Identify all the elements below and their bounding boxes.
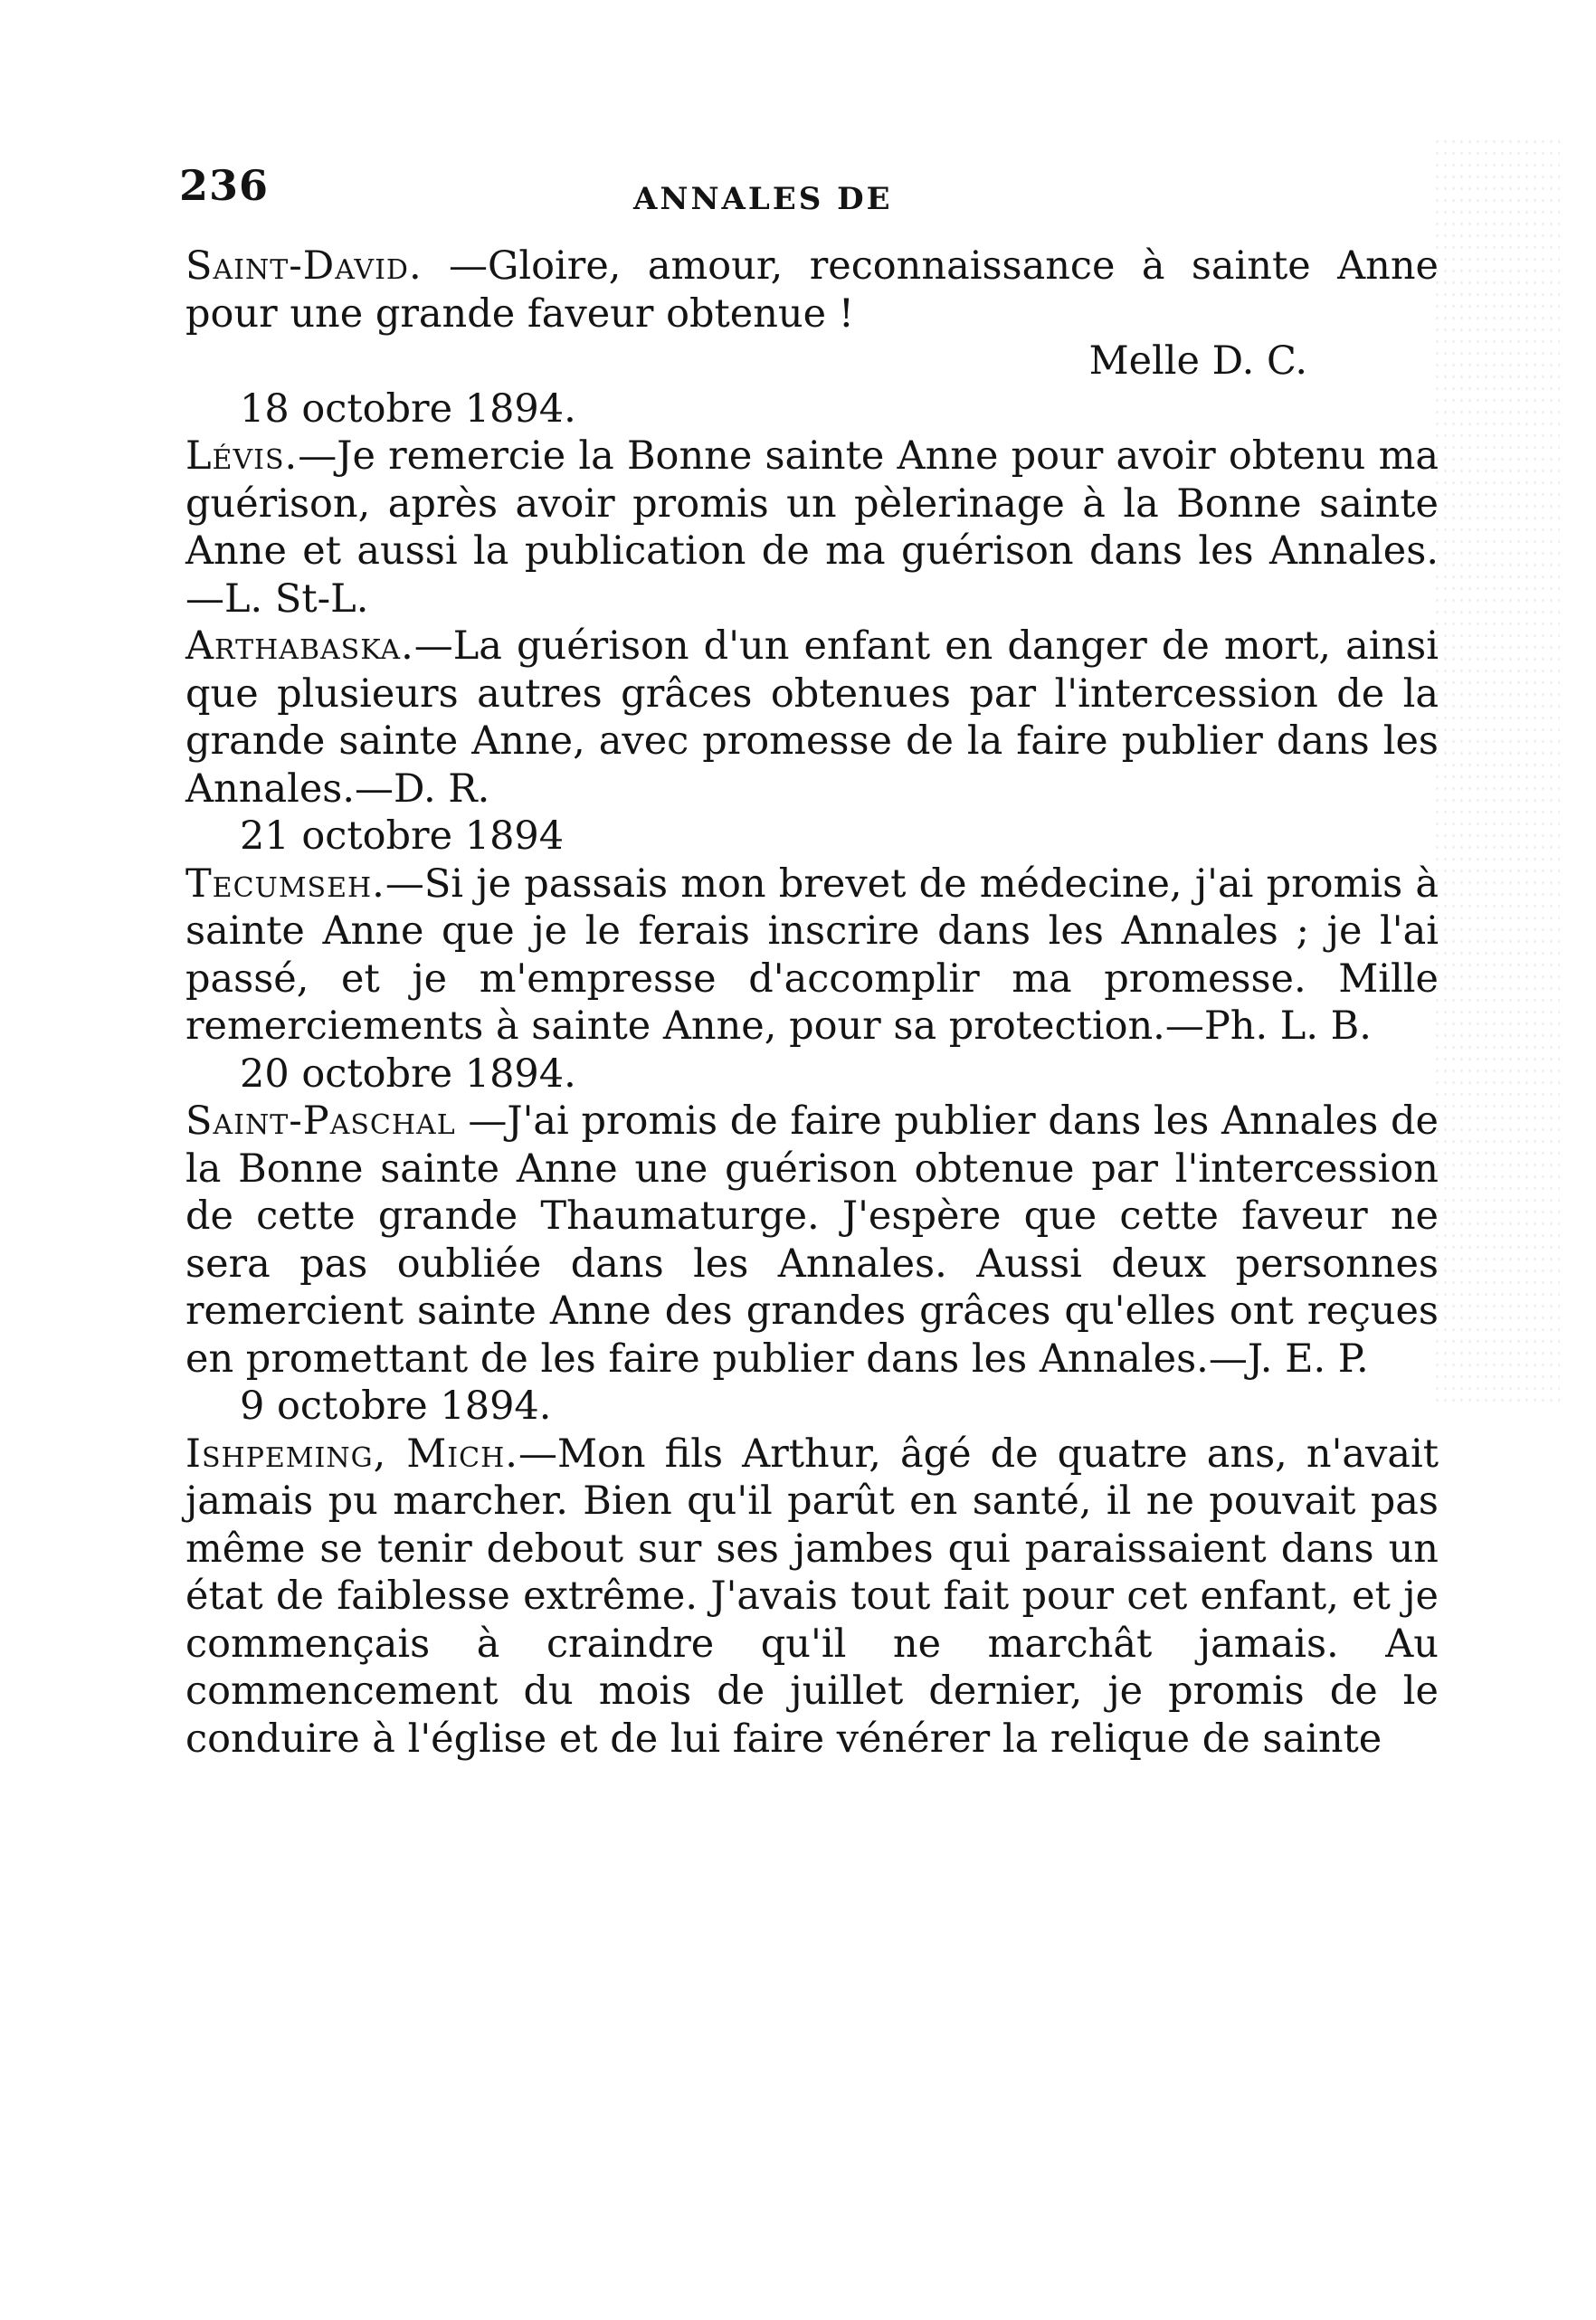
- entry-date: 20 octobre 1894.: [240, 1051, 576, 1097]
- body-text: [185, 242, 1439, 1763]
- entry-place: Tecumseh.: [185, 860, 385, 907]
- entry-place: Lévis.: [185, 433, 299, 479]
- entry-text: —Si je passais mon brevet de médecine, j'ai promis à sainte Anne que je le ferais inscrire dans les Annales ; je l'ai passé, et je m'empresse d'accomplir ma promesse. Mille remerciements à sainte Anne, pour sa protection.—Ph. L. B.: [185, 860, 1439, 1049]
- entry-ishpeming: [185, 1431, 1439, 1764]
- running-title: ANNALES DE: [633, 181, 893, 217]
- entry-text: —J'ai promis de faire publier dans les Annales de la Bonne sainte Anne une guérison obtenue par l'intercession de cette grande Thaumaturge. J'espère que cette faveur ne sera pas oubliée dans les Annales. Aussi deux personnes remercient sainte Anne des grandes grâces qu'elles ont reçues en promettant de les faire publier dans les Annales.—J. E. P.: [185, 1098, 1439, 1382]
- entry-saint-paschal: [185, 1098, 1439, 1383]
- entry-text: —Mon fils Arthur, âgé de quatre ans, n'avait jamais pu marcher. Bien qu'il parût en santé, il ne pouvait pas même se tenir debout sur ses jambes qui paraissaient dans un état de faiblesse extrême. J'avais tout fait pour cet enfant, et je commençais à craindre qu'il ne marchât jamais. Au commencement du mois de juillet dernier, je promis de le conduire à l'église et de lui faire vénérer la relique de sainte: [185, 1431, 1439, 1762]
- entry-levis: [185, 433, 1439, 623]
- entry-date: 18 octobre 1894.: [240, 385, 576, 432]
- entry-place: Arthabaska.: [185, 623, 414, 669]
- page-number: 236: [179, 161, 270, 210]
- entry-text: —Gloire, amour, reconnaissance à sainte Anne pour une grande faveur obtenue !: [185, 243, 1439, 337]
- entry-place: Saint-Paschal: [185, 1098, 456, 1144]
- entry-arthabaska: [185, 623, 1439, 813]
- entry-place: Ishpeming, Mich.: [185, 1431, 518, 1477]
- entry-text: —La guérison d'un enfant en danger de mort, ainsi que plusieurs autres grâces obtenues par l'intercession de la grande sainte Anne, avec promesse de la faire publier dans les Annales.—D. R.: [185, 623, 1439, 812]
- entry-text: —Je remercie la Bonne sainte Anne pour avoir obtenu ma guérison, après avoir promis un pèlerinage à la Bonne sainte Anne et aussi la publication de ma guérison dans les Annales.—L. St-L.: [185, 433, 1439, 622]
- entry-place: Saint-David.: [185, 243, 423, 289]
- entry-saint-david: [185, 242, 1439, 338]
- entry-date: 9 octobre 1894.: [240, 1383, 552, 1429]
- paper-speckle: [1433, 136, 1560, 1402]
- entry-signature: Melle D. C.: [1088, 338, 1307, 384]
- entry-date: 21 octobre 1894: [240, 813, 565, 859]
- entry-tecumseh: [185, 860, 1439, 1051]
